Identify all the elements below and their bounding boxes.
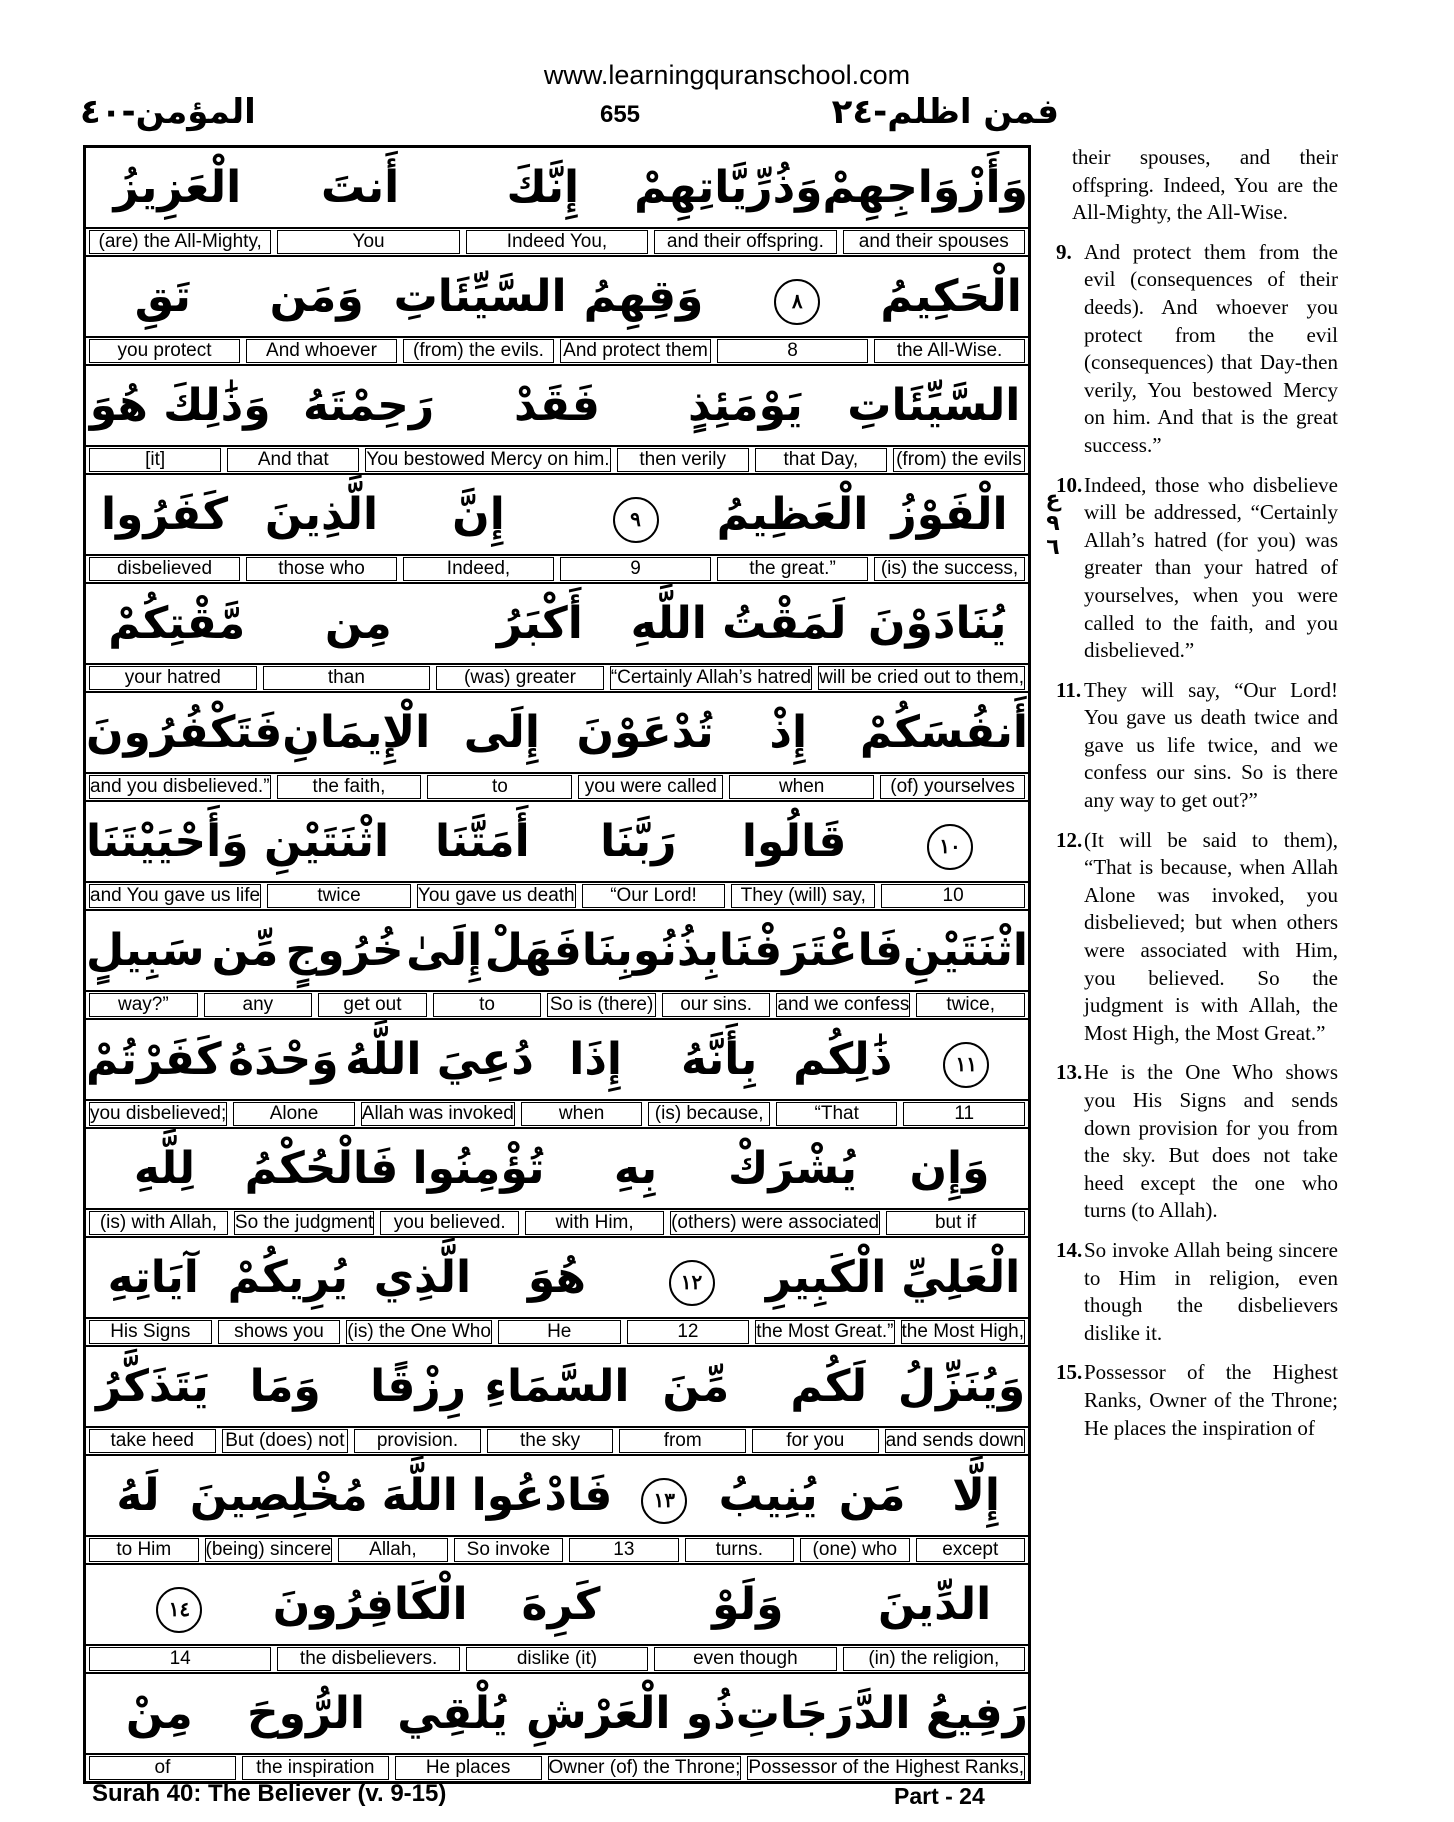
arabic-word: لَهُ bbox=[116, 1470, 160, 1521]
arabic-word: السَّمَاءِ bbox=[484, 1361, 630, 1412]
english-gloss: and their spouses bbox=[843, 230, 1025, 254]
english-gloss: You bbox=[277, 230, 459, 254]
arabic-line bbox=[86, 802, 1028, 881]
ayah-number-circle: ٩ bbox=[613, 497, 659, 543]
arabic-word: كَفَرُوا bbox=[100, 489, 229, 540]
english-gloss: (from) the evils bbox=[893, 448, 1025, 472]
arabic-word: آيَاتِهِ bbox=[107, 1252, 199, 1303]
ayah-number-marker bbox=[872, 813, 1028, 870]
arabic-word: الدِّينَ bbox=[878, 1579, 992, 1630]
english-gloss: Indeed You, bbox=[466, 230, 648, 254]
verse-number: 12. bbox=[1056, 827, 1083, 852]
english-gloss: Alone bbox=[233, 1102, 355, 1126]
english-gloss: You bestowed Mercy on him. bbox=[366, 449, 610, 470]
arabic-word: فَهَلْ bbox=[484, 925, 582, 976]
english-gloss: then verily bbox=[617, 448, 749, 472]
arabic-line bbox=[86, 693, 1028, 772]
website-url[interactable]: www.learningquranschool.com bbox=[543, 60, 911, 90]
verse-number: 11. bbox=[1056, 677, 1082, 702]
translation-paragraph bbox=[1056, 472, 1338, 665]
ruku-glyph: ٩ bbox=[1046, 511, 1060, 536]
english-gloss: our sins. bbox=[662, 993, 771, 1017]
english-gloss: the great.” bbox=[717, 557, 868, 581]
arabic-word: تُؤْمِنُوا bbox=[412, 1143, 545, 1194]
arabic-line bbox=[86, 1129, 1028, 1208]
english-gloss: He bbox=[498, 1320, 621, 1344]
arabic-word: أَنفُسَكُمْ bbox=[859, 707, 1028, 758]
verse-row bbox=[86, 584, 1028, 693]
arabic-word: فَتَكْفُرُونَ bbox=[85, 707, 283, 758]
arabic-word: اثْنَتَيْنِ bbox=[263, 816, 390, 867]
english-gloss: They (will) say, bbox=[731, 884, 875, 908]
arabic-word: رِزْقًا bbox=[370, 1361, 467, 1412]
verse-row bbox=[86, 1347, 1028, 1456]
arabic-word: لِلَّهِ bbox=[133, 1143, 196, 1194]
ayah-number-circle: ٨ bbox=[774, 279, 820, 325]
translation-text: So invoke Allah being sincere to Him in religion, even though the disbelievers dislike it. bbox=[1084, 1237, 1338, 1345]
arabic-word: إِلَّا bbox=[952, 1470, 1000, 1521]
english-gloss: And that bbox=[227, 448, 359, 472]
english-gloss: than bbox=[263, 666, 431, 690]
arabic-word: إِنَّ bbox=[452, 489, 505, 540]
english-gloss: (from) the evils. bbox=[403, 339, 554, 363]
arabic-word: أَنتَ bbox=[320, 162, 400, 213]
ayah-number-marker bbox=[86, 1576, 273, 1633]
arabic-word: قَالُوا bbox=[741, 816, 847, 867]
arabic-word: وَإِن bbox=[909, 1143, 990, 1194]
arabic-word: الْحَكِيمُ bbox=[880, 271, 1022, 322]
ayah-number-circle: ١٠ bbox=[927, 824, 973, 870]
english-line bbox=[86, 1426, 1028, 1454]
english-gloss: You gave us death bbox=[417, 885, 575, 906]
english-gloss: to bbox=[433, 993, 542, 1017]
arabic-line bbox=[86, 148, 1028, 227]
arabic-word: وَحْدَهُ bbox=[228, 1034, 339, 1085]
english-line bbox=[86, 1317, 1028, 1345]
arabic-line bbox=[86, 366, 1028, 445]
english-gloss: to Him bbox=[89, 1538, 198, 1562]
english-gloss: disbelieved bbox=[89, 557, 240, 581]
english-gloss: and we confess bbox=[777, 994, 910, 1015]
arabic-word: لَمَقْتُ اللَّهِ bbox=[630, 598, 847, 649]
arabic-line bbox=[86, 1456, 1028, 1535]
arabic-word: مِّنَ bbox=[662, 1361, 730, 1412]
english-gloss: the faith, bbox=[277, 775, 422, 799]
english-gloss: “Our Lord! bbox=[582, 884, 726, 908]
arabic-word: رَحِمْتَهُ bbox=[302, 380, 435, 431]
arabic-word: بِذُنُوبِنَا bbox=[581, 925, 719, 976]
english-gloss: turns. bbox=[685, 1538, 794, 1562]
arabic-word: وَلَوْ bbox=[712, 1579, 784, 1630]
arabic-word: لَكُم bbox=[790, 1361, 868, 1412]
surah-name-arabic: المؤمن-٤٠ bbox=[80, 92, 256, 132]
english-gloss: any bbox=[204, 993, 313, 1017]
arabic-word: مَّقْتِكُمْ bbox=[108, 598, 246, 649]
arabic-word: وَأَزْوَاجِهِمْ bbox=[822, 162, 1028, 213]
arabic-word: مِّن bbox=[211, 925, 279, 976]
english-gloss: (was) greater bbox=[436, 666, 604, 690]
arabic-word: يُشْرَكْ bbox=[728, 1143, 857, 1194]
arabic-word: الْكَافِرُونَ bbox=[272, 1579, 468, 1630]
verse-number: 9. bbox=[1056, 239, 1072, 264]
english-gloss: provision. bbox=[354, 1429, 481, 1453]
verse-row bbox=[86, 802, 1028, 911]
english-gloss: and sends down bbox=[885, 1430, 1024, 1451]
ayah-number-circle: ١٣ bbox=[641, 1478, 687, 1524]
english-gloss: and their offspring. bbox=[654, 230, 836, 254]
arabic-word: بِهِ bbox=[613, 1143, 658, 1194]
translation-text: their spouses, and their offspring. Indeed, You are the All-Mighty, the All-Wise. bbox=[1072, 145, 1338, 225]
arabic-word: يَوْمَئِذٍ bbox=[688, 380, 803, 431]
english-gloss: 11 bbox=[903, 1102, 1025, 1126]
english-line bbox=[86, 990, 1028, 1018]
translation-paragraph bbox=[1056, 1237, 1338, 1347]
ruku-glyph: ٦ bbox=[1046, 535, 1060, 560]
english-gloss: even though bbox=[654, 1647, 836, 1671]
arabic-word: الْعَظِيمُ bbox=[716, 489, 869, 540]
translation-paragraph bbox=[1056, 1059, 1338, 1225]
english-line bbox=[86, 663, 1028, 691]
verse-row bbox=[86, 148, 1028, 257]
arabic-word: وَيُنَزِّلُ bbox=[897, 1361, 1026, 1412]
english-gloss: (one) who bbox=[800, 1538, 909, 1562]
english-line bbox=[86, 1208, 1028, 1236]
arabic-word: اثْنَتَيْنِ bbox=[902, 925, 1028, 976]
arabic-word: كَرِهَ bbox=[521, 1579, 601, 1630]
english-gloss: of bbox=[89, 1756, 236, 1780]
english-line bbox=[86, 1099, 1028, 1127]
verse-row bbox=[86, 257, 1028, 366]
english-gloss: with Him, bbox=[525, 1211, 664, 1235]
arabic-word: رَفِيعُ الدَّرَجَاتِ bbox=[735, 1688, 1028, 1739]
translation-text: And protect them from the evil (consequences of their deeds). And whoever you protect from the evil (consequences) that Day-then verily, You bestowed Mercy on him. And that is the great success.” bbox=[1084, 239, 1338, 457]
arabic-word: فَاعْتَرَفْنَا bbox=[718, 925, 903, 976]
english-gloss: get out bbox=[318, 993, 427, 1017]
english-line bbox=[86, 1644, 1028, 1672]
english-line bbox=[86, 554, 1028, 582]
verse-row bbox=[86, 1456, 1028, 1565]
arabic-word: إِنَّكَ bbox=[506, 162, 580, 213]
english-gloss: the Most Great.” bbox=[756, 1321, 894, 1342]
arabic-word: فَقَدْ bbox=[514, 380, 600, 431]
english-line bbox=[86, 227, 1028, 255]
arabic-word: سَبِيلٍ bbox=[86, 925, 205, 976]
arabic-word: الْكَبِيرِ bbox=[765, 1252, 887, 1303]
ayah-number-circle: ١١ bbox=[943, 1042, 989, 1088]
arabic-line bbox=[86, 1238, 1028, 1317]
verse-row bbox=[86, 1238, 1028, 1347]
arabic-word: مُخْلِصِينَ bbox=[189, 1470, 368, 1521]
translation-paragraph bbox=[1072, 144, 1338, 227]
english-gloss: And whoever bbox=[246, 339, 397, 363]
verse-number: 14. bbox=[1056, 1237, 1083, 1262]
arabic-word: إِذْ bbox=[769, 707, 808, 758]
english-gloss: (is) because, bbox=[648, 1102, 770, 1126]
arabic-word: هُوَ bbox=[527, 1252, 587, 1303]
english-gloss: Possessor of the Highest Ranks, bbox=[748, 1757, 1024, 1778]
arabic-word: مِنْ bbox=[125, 1688, 193, 1739]
english-gloss: the inspiration bbox=[242, 1756, 389, 1780]
arabic-word: كَفَرْتُمْ bbox=[85, 1034, 222, 1085]
arabic-word: الَّذِينَ bbox=[264, 489, 379, 540]
word-by-word-table bbox=[83, 145, 1031, 1784]
arabic-word: يُنَادَوْنَ bbox=[867, 598, 1007, 649]
arabic-line bbox=[86, 475, 1028, 554]
english-line bbox=[86, 1535, 1028, 1563]
ayah-number-circle: ١٤ bbox=[156, 1587, 202, 1633]
arabic-word: إِذَا bbox=[569, 1034, 623, 1085]
english-gloss: twice bbox=[267, 884, 411, 908]
arabic-word: الْإِيمَانِ bbox=[282, 707, 431, 758]
ayah-number-marker bbox=[612, 1467, 716, 1524]
english-gloss: twice, bbox=[916, 993, 1025, 1017]
arabic-word: يُنِيبُ bbox=[718, 1470, 818, 1521]
arabic-word: خُرُوجٍ bbox=[285, 925, 404, 976]
verse-row bbox=[86, 911, 1028, 1020]
english-gloss: but if bbox=[886, 1211, 1025, 1235]
arabic-word: أَمَتَّنَا bbox=[434, 816, 530, 867]
footer-part: Part - 24 bbox=[894, 1783, 985, 1809]
english-gloss: (others) were associated bbox=[671, 1212, 880, 1233]
translation-paragraph bbox=[1056, 677, 1338, 815]
translation-text: They will say, “Our Lord! You gave us death twice and gave us life twice, and we confess our sins. So is there any way to get out?” bbox=[1084, 677, 1338, 813]
english-gloss: 13 bbox=[569, 1538, 678, 1562]
verse-number: 15. bbox=[1056, 1360, 1083, 1385]
english-gloss: Indeed, bbox=[403, 557, 554, 581]
english-gloss: 8 bbox=[717, 339, 868, 363]
english-gloss: “That bbox=[776, 1102, 898, 1126]
english-gloss: But (does) not bbox=[222, 1429, 349, 1453]
english-gloss: (being) sincere bbox=[205, 1539, 332, 1560]
english-gloss: And protect them bbox=[560, 339, 711, 363]
english-gloss: He places bbox=[395, 1756, 542, 1780]
verse-row bbox=[86, 693, 1028, 802]
english-gloss: when bbox=[729, 775, 874, 799]
english-gloss: way?” bbox=[89, 993, 198, 1017]
arabic-word: اللَّهَ bbox=[381, 1470, 458, 1521]
arabic-word: تَقِ bbox=[134, 271, 191, 322]
arabic-word: يَتَذَكَّرُ bbox=[95, 1361, 209, 1412]
english-gloss: (is) the One Who bbox=[347, 1321, 491, 1342]
english-gloss: you protect bbox=[89, 339, 240, 363]
arabic-line bbox=[86, 1565, 1028, 1644]
english-gloss: those who bbox=[246, 557, 397, 581]
arabic-word: السَّيِّئَاتِ bbox=[847, 380, 1021, 431]
verse-number: 13. bbox=[1056, 1060, 1083, 1085]
ruku-glyph: ع bbox=[1045, 487, 1061, 512]
english-gloss: (in) the religion, bbox=[843, 1647, 1025, 1671]
arabic-word: تُدْعَوْنَ bbox=[576, 707, 714, 758]
english-gloss: you were called bbox=[578, 775, 723, 799]
verse-row bbox=[86, 1129, 1028, 1238]
english-gloss: the sky bbox=[487, 1429, 614, 1453]
ayah-number-marker bbox=[720, 268, 874, 325]
english-line bbox=[86, 881, 1028, 909]
english-gloss: the disbelievers. bbox=[277, 1647, 459, 1671]
english-gloss: and You gave us life bbox=[90, 885, 261, 906]
english-gloss: for you bbox=[752, 1429, 879, 1453]
english-gloss: (of) yourselves bbox=[880, 775, 1025, 799]
arabic-word: فَادْعُوا bbox=[471, 1470, 613, 1521]
arabic-line bbox=[86, 584, 1028, 663]
arabic-word: فَالْحُكْمُ bbox=[244, 1143, 399, 1194]
arabic-word: ذُو الْعَرْشِ bbox=[525, 1688, 736, 1739]
arabic-word: السَّيِّئَاتِ bbox=[393, 271, 567, 322]
english-line bbox=[86, 336, 1028, 364]
arabic-line bbox=[86, 1347, 1028, 1426]
ayah-number-marker bbox=[557, 486, 714, 543]
english-gloss: shows you bbox=[218, 1320, 341, 1344]
english-gloss: So is (there) bbox=[547, 993, 656, 1017]
ayah-number-marker bbox=[904, 1031, 1028, 1088]
english-line bbox=[86, 772, 1028, 800]
english-gloss: Allah was invoked bbox=[361, 1103, 514, 1124]
english-gloss: 9 bbox=[560, 557, 711, 581]
translation-column bbox=[1056, 144, 1338, 1454]
translation-paragraph bbox=[1056, 827, 1338, 1048]
english-gloss: (are) the All-Mighty, bbox=[89, 230, 271, 254]
english-gloss: that Day, bbox=[755, 448, 887, 472]
arabic-word: مِن bbox=[324, 598, 392, 649]
arabic-line bbox=[86, 1020, 1028, 1099]
ayah-number-marker bbox=[624, 1249, 759, 1306]
arabic-word: مَن bbox=[838, 1470, 906, 1521]
arabic-word: الْعَلِيِّ bbox=[901, 1252, 1021, 1303]
english-line bbox=[86, 1753, 1028, 1781]
arabic-word: الْفَوْزُ bbox=[891, 489, 1008, 540]
english-gloss: Allah, bbox=[338, 1538, 447, 1562]
arabic-line bbox=[86, 1674, 1028, 1753]
arabic-word: الْعَزِيزُ bbox=[113, 162, 242, 213]
arabic-word: رَبَّنَا bbox=[600, 816, 677, 867]
translation-paragraph bbox=[1056, 1359, 1338, 1442]
english-gloss: “Certainly Allah’s hatred bbox=[610, 667, 812, 688]
english-gloss: [it] bbox=[89, 448, 221, 472]
arabic-word: أَكْبَرُ bbox=[496, 598, 583, 649]
english-gloss: 10 bbox=[881, 884, 1025, 908]
english-gloss: So the judgment bbox=[234, 1212, 374, 1233]
translation-text: He is the One Who shows you His Signs and sends down provision for you from the sky. But does not take heed except the one who turns (to Allah). bbox=[1084, 1060, 1338, 1223]
arabic-word: وَذُرِّيَّاتِهِمْ bbox=[634, 162, 823, 213]
english-gloss: from bbox=[619, 1429, 746, 1453]
arabic-word: وَمَن bbox=[269, 271, 364, 322]
english-gloss: Owner (of) the Throne; bbox=[548, 1757, 741, 1778]
arabic-word: ذَٰلِكُم bbox=[793, 1034, 893, 1085]
arabic-line bbox=[86, 257, 1028, 336]
arabic-word: وَقِهِمُ bbox=[583, 271, 704, 322]
arabic-word: الرُّوحَ bbox=[246, 1688, 365, 1739]
english-gloss: the All-Wise. bbox=[874, 339, 1025, 363]
arabic-word: إِلَى bbox=[463, 707, 540, 758]
english-gloss: will be cried out to them, bbox=[819, 667, 1024, 688]
english-gloss: 12 bbox=[627, 1320, 750, 1344]
ayah-number-circle: ١٢ bbox=[669, 1260, 715, 1306]
arabic-word: بِأَنَّهُ bbox=[681, 1034, 758, 1085]
english-gloss: except bbox=[916, 1538, 1025, 1562]
english-gloss: the Most High, bbox=[901, 1321, 1024, 1342]
english-gloss: His Signs bbox=[89, 1320, 212, 1344]
english-gloss: your hatred bbox=[89, 666, 257, 690]
english-gloss: and you disbelieved.” bbox=[89, 776, 270, 797]
arabic-word: يُرِيكُمْ bbox=[227, 1252, 349, 1303]
english-gloss: (is) the success, bbox=[874, 557, 1025, 581]
verse-row bbox=[86, 1565, 1028, 1674]
verse-row bbox=[86, 366, 1028, 475]
verse-row bbox=[86, 1674, 1028, 1781]
page-number: 655 bbox=[599, 101, 641, 128]
english-gloss: to bbox=[427, 775, 572, 799]
translation-text: Possessor of the Highest Ranks, Owner of the Throne; He places the inspiration of bbox=[1084, 1360, 1338, 1440]
arabic-word: وَمَا bbox=[249, 1361, 321, 1412]
verse-row bbox=[86, 1020, 1028, 1129]
arabic-word: وَذَٰلِكَ هُوَ bbox=[89, 380, 271, 431]
english-line bbox=[86, 445, 1028, 473]
english-gloss: take heed bbox=[89, 1429, 216, 1453]
translation-text: (It will be said to them), “That is because, when Allah Alone was invoked, you disbelieved; but when others were associated with Him, you believed. So the judgment is with Allah, the Most High, the Most Great.” bbox=[1084, 827, 1338, 1045]
english-gloss: you disbelieved; bbox=[89, 1103, 227, 1124]
arabic-word: يُلْقِي bbox=[397, 1688, 508, 1739]
arabic-word: دُعِيَ اللَّهُ bbox=[345, 1034, 534, 1085]
arabic-word: وَأَحْيَيْتَنَا bbox=[86, 816, 249, 867]
arabic-line bbox=[86, 911, 1028, 990]
english-gloss: when bbox=[521, 1102, 643, 1126]
english-gloss: (is) with Allah, bbox=[89, 1211, 228, 1235]
arabic-word: إِلَىٰ bbox=[406, 925, 483, 976]
translation-text: Indeed, those who disbelieve will be addressed, “Certainly Allah’s hatred (for you) was greater than your hatred of yourselves, when you were called to the faith, and you disbelieved.” bbox=[1084, 472, 1338, 663]
english-gloss: dislike (it) bbox=[466, 1647, 648, 1671]
english-gloss: So invoke bbox=[454, 1538, 563, 1562]
footer-surah: Surah 40: The Believer (v. 9-15) bbox=[92, 1780, 447, 1807]
verse-number: 10. bbox=[1056, 472, 1083, 497]
english-gloss: 14 bbox=[89, 1647, 271, 1671]
verse-row bbox=[86, 475, 1028, 584]
arabic-word: الَّذِي bbox=[373, 1252, 472, 1303]
english-gloss: you believed. bbox=[380, 1211, 519, 1235]
translation-paragraph bbox=[1056, 239, 1338, 460]
part-name-arabic: فمن اظلم-٢٤ bbox=[831, 92, 1059, 132]
